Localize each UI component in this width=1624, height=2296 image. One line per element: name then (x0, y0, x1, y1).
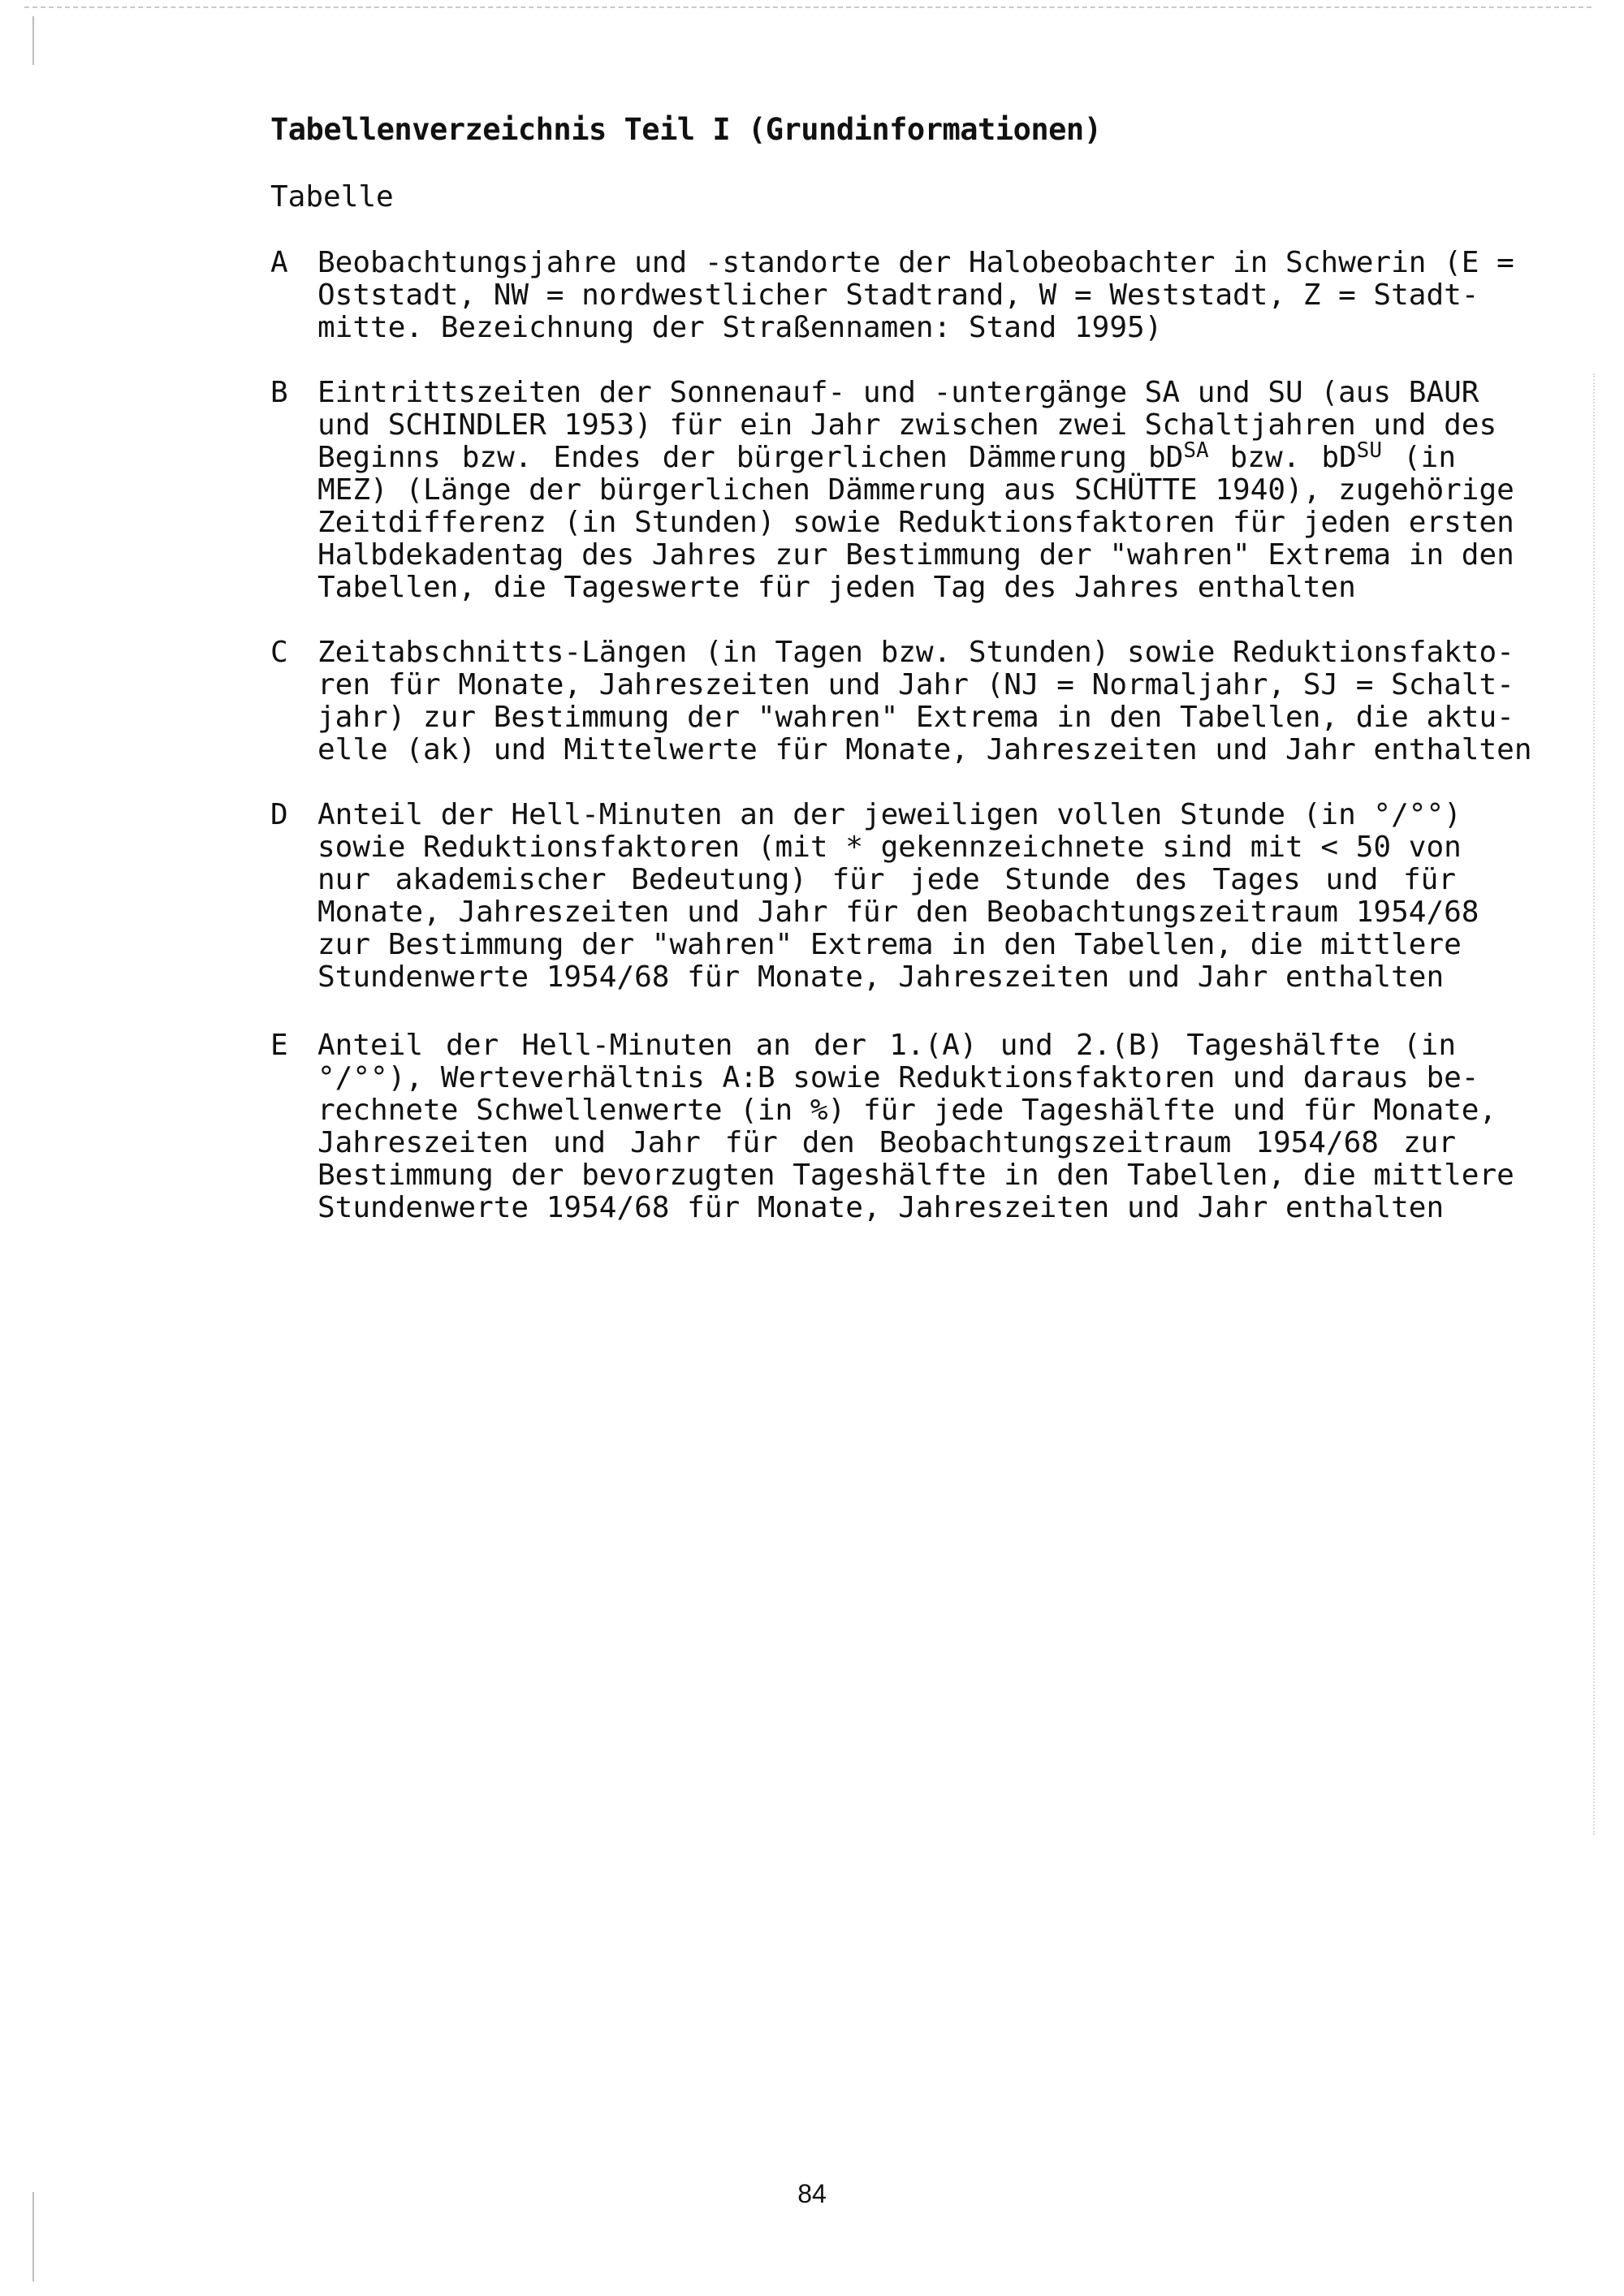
entry-letter: D (270, 798, 288, 831)
entry-description (317, 246, 1514, 344)
entry-line: Oststadt, NW = nordwestlicher Stadtrand, W = Weststadt, Z = Stadt- (317, 278, 1479, 312)
entry-line: Zeitabschnitts-Längen (in Tagen bzw. Stunden) sowie Reduktionsfakto- (317, 636, 1514, 669)
superscript-sa: SA (1183, 438, 1209, 463)
entry-description (317, 798, 1479, 994)
entry-line: Beobachtungsjahre und -standorte der Halobeobachter in Schwerin (E = (317, 246, 1514, 279)
entry-line: ren für Monate, Jahreszeiten und Jahr (NJ = Normaljahr, SJ = Schalt- (317, 668, 1514, 701)
entry-line: Jahreszeiten und Jahr für den Beobachtungszeitraum 1954/68 zur (317, 1126, 1456, 1159)
entry-line: Halbdekadentag des Jahres zur Bestimmung der "wahren" Extrema in den (317, 538, 1514, 572)
entry-line: MEZ) (Länge der bürgerlichen Dämmerung aus SCHÜTTE 1940), zugehörige (317, 473, 1514, 507)
entry-line: mitte. Bezeichnung der Straßennamen: Stand 1995) (317, 311, 1163, 344)
entry-letter: E (270, 1029, 288, 1062)
entry-line: sowie Reduktionsfaktoren (mit * gekennzeichnete sind mit < 50 von (317, 831, 1462, 864)
entry-line: Anteil der Hell-Minuten an der jeweiligen vollen Stunde (in °/°°) (317, 798, 1462, 831)
entry-line: zur Bestimmung der "wahren" Extrema in den Tabellen, die mittlere (317, 928, 1462, 961)
page-title: Tabellenverzeichnis Teil I (Grundinformationen) (270, 112, 1102, 147)
line-text: Beginns bzw. Endes der bürgerlichen Dämmerung bD (317, 441, 1184, 474)
superscript-su: SU (1356, 438, 1382, 463)
entry-description (317, 376, 1514, 604)
entry-line: Tabellen, die Tageswerte für jeden Tag des Jahres enthalten (317, 571, 1356, 604)
scan-edge-left-top (32, 16, 34, 65)
entry-line: Stundenwerte 1954/68 für Monate, Jahreszeiten und Jahr enthalten (317, 960, 1445, 994)
entry-letter: B (270, 376, 288, 409)
line-text: (in (1381, 441, 1457, 474)
entry-line: Monate, Jahreszeiten und Jahr für den Beobachtungszeitraum 1954/68 (317, 896, 1479, 929)
entry-description (317, 636, 1532, 766)
entry-description (317, 1029, 1514, 1224)
entry-line-with-superscript (317, 438, 1457, 474)
page-number: 84 (797, 2179, 827, 2208)
line-text: bzw. bD (1208, 441, 1357, 474)
section-label: Tabelle (270, 180, 394, 214)
entry-line: jahr) zur Bestimmung der "wahren" Extrema in den Tabellen, die aktu- (317, 701, 1514, 734)
entry-line: rechnete Schwellenwerte (in %) für jede Tageshälfte und für Monate, (317, 1094, 1497, 1127)
entry-line: °/°°), Werteverhältnis A:B sowie Reduktionsfaktoren und daraus be- (317, 1061, 1479, 1094)
entry-letter: A (270, 246, 288, 279)
entry-line: und SCHINDLER 1953) für ein Jahr zwischen zwei Schaltjahren und des (317, 408, 1497, 442)
entry-letter: C (270, 636, 288, 669)
entry-line: Zeitdifferenz (in Stunden) sowie Reduktionsfaktoren für jeden ersten (317, 506, 1514, 539)
entry-line: nur akademischer Bedeutung) für jede Stunde des Tages und für (317, 863, 1456, 896)
entry-line: Anteil der Hell-Minuten an der 1.(A) und 2.(B) Tageshälfte (in (317, 1029, 1456, 1062)
entry-line: elle (ak) und Mittelwerte für Monate, Jahreszeiten und Jahr enthalten (317, 733, 1532, 766)
entry-line: Stundenwerte 1954/68 für Monate, Jahreszeiten und Jahr enthalten (317, 1191, 1445, 1224)
entry-line: Bestimmung der bevorzugten Tageshälfte in den Tabellen, die mittlere (317, 1159, 1514, 1192)
entry-line: Eintrittszeiten der Sonnenauf- und -untergänge SA und SU (aus BAUR (317, 376, 1479, 409)
scan-edge-right (1593, 373, 1595, 1835)
scan-edge-top (24, 6, 1592, 8)
